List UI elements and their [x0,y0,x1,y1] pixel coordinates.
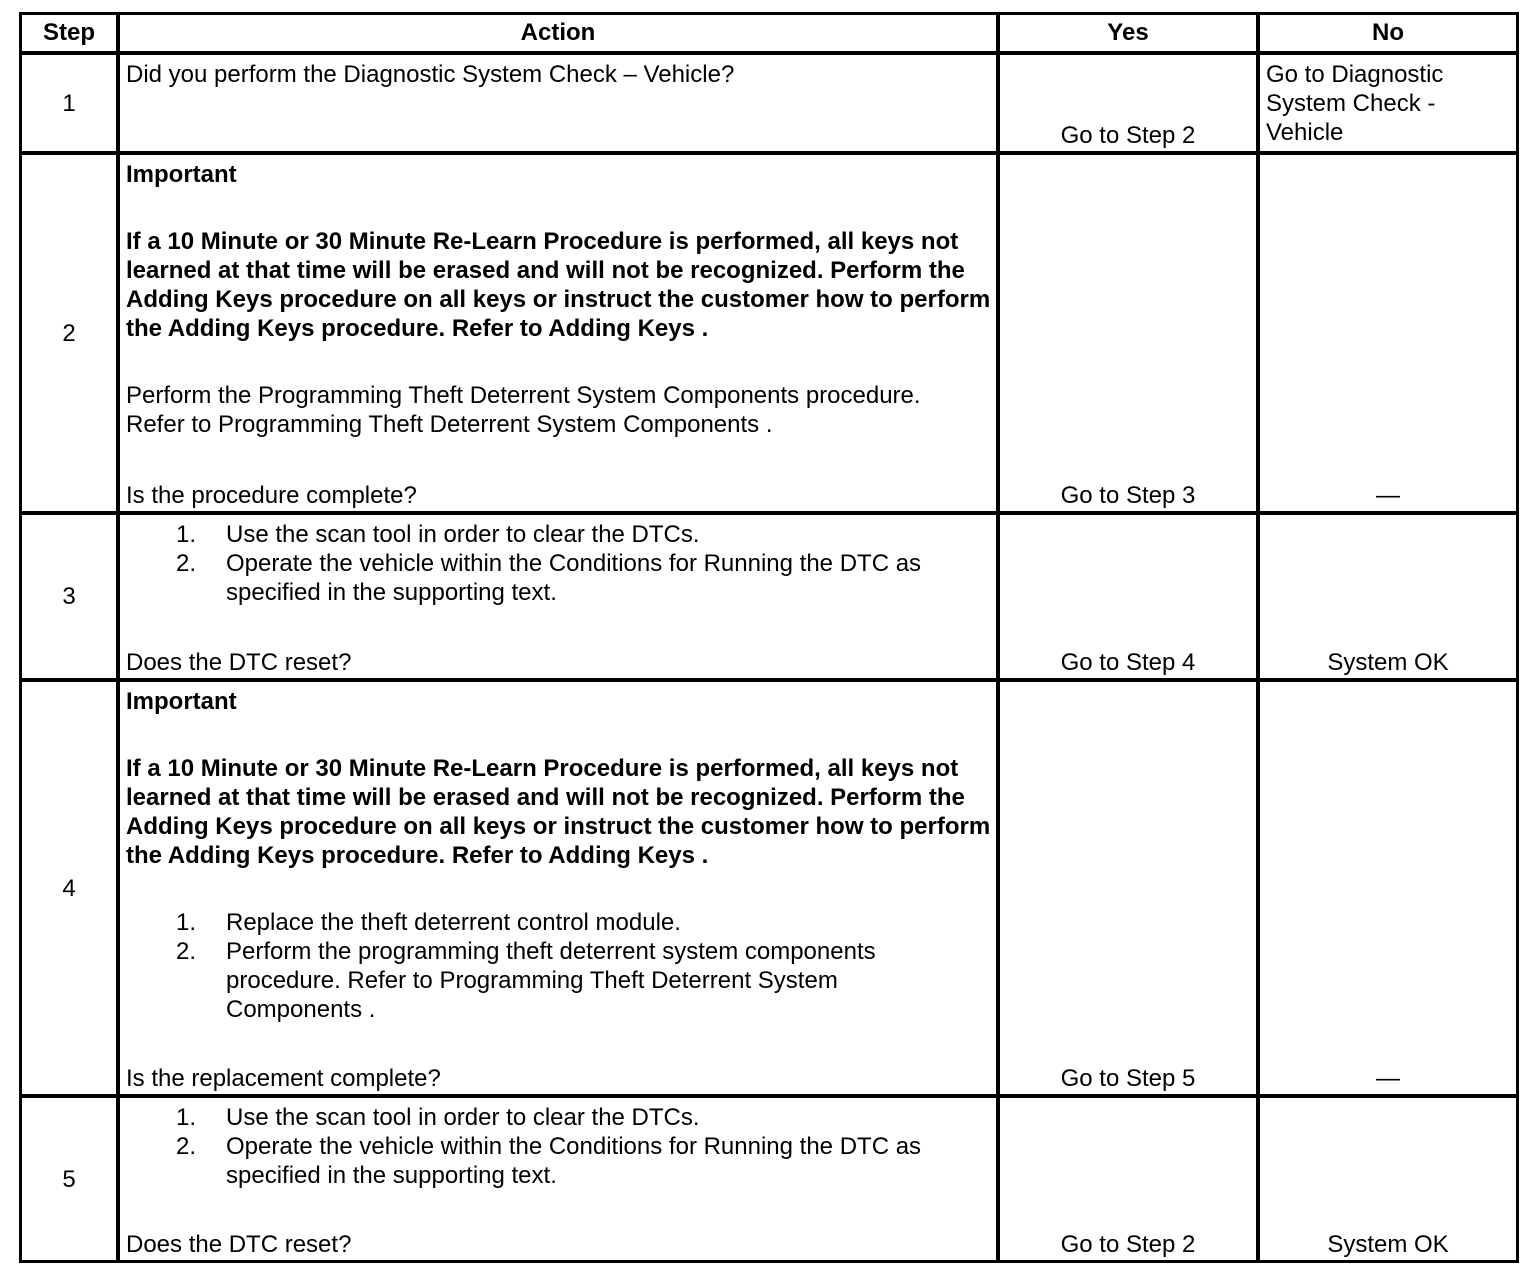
header-action: Action [120,15,996,51]
step-4-list [126,908,992,1024]
step-2-important-text: If a 10 Minute or 30 Minute Re-Learn Procedure is performed, all keys not learned at that time will be erased and will not be recognized. Perform the Adding Keys procedure on all keys or instruct the customer how to perform the Adding Keys procedure. Refer to Adding Keys . [126,228,991,342]
step-4-yes [1000,682,1256,1094]
step-2-no [1260,155,1516,511]
list-item: 1. Use the scan tool in order to clear the DTCs. [176,521,700,548]
step-1-no [1260,55,1516,151]
step-2-text: Perform the Programming Theft Deterrent System Components procedure. Refer to Programming Theft Deterrent System Components . [126,382,921,438]
step-4-important-title: Important [126,688,237,715]
step-2-action [120,155,996,511]
step-5-yes-link[interactable]: Go to Step 2 [1060,1231,1196,1258]
list-item: 2. Perform the programming theft deterrent system components procedure. Refer to Programming Theft Deterrent System Components . [176,938,876,1023]
step-number-3: 3 [22,515,116,678]
step-number-4: 4 [22,682,116,1094]
header-no: No [1260,15,1516,51]
step-4-action [120,682,996,1094]
list-item: 2. Operate the vehicle within the Conditions for Running the DTC as specified in the supporting text. [176,550,922,606]
step-1-yes-link[interactable]: Go to Step 2 [1060,122,1196,149]
step-1-action [120,55,996,151]
step-number-5: 5 [22,1098,116,1260]
step-5-no-result: System OK [1327,1231,1449,1258]
step-5-action [120,1098,996,1260]
header-yes: Yes [1000,15,1256,51]
step-1-question: Did you perform the Diagnostic System Check – Vehicle? [126,61,735,88]
step-4-yes-link[interactable]: Go to Step 5 [1060,1065,1196,1092]
step-number-2: 2 [22,155,116,511]
step-3-yes [1000,515,1256,678]
step-1-no-link[interactable]: Go to Diagnostic System Check - Vehicle [1266,61,1444,146]
step-3-question: Does the DTC reset? [126,649,352,676]
step-4-question: Is the replacement complete? [126,1065,441,1092]
step-number-1: 1 [22,55,116,151]
step-5-yes [1000,1098,1256,1260]
step-4-no-dash: — [1376,1065,1400,1092]
diagnostic-table [19,12,1519,1263]
step-4-important-text: If a 10 Minute or 30 Minute Re-Learn Procedure is performed, all keys not learned at that time will be erased and will not be recognized. Perform the Adding Keys procedure on all keys or instruct the customer how to perform the Adding Keys procedure. Refer to Adding Keys . [126,755,991,869]
step-5-list [126,1103,992,1190]
step-1-yes [1000,55,1256,151]
step-3-no [1260,515,1516,678]
step-3-yes-link[interactable]: Go to Step 4 [1060,649,1196,676]
step-5-no [1260,1098,1516,1260]
step-3-no-result: System OK [1327,649,1449,676]
step-2-question: Is the procedure complete? [126,482,417,509]
list-item: 2. Operate the vehicle within the Conditions for Running the DTC as specified in the supporting text. [176,1133,922,1189]
step-3-list [126,520,992,607]
step-2-yes [1000,155,1256,511]
list-item: 1. Use the scan tool in order to clear the DTCs. [176,1104,700,1131]
header-step: Step [22,15,116,51]
step-2-no-dash: — [1376,482,1400,509]
step-2-yes-link[interactable]: Go to Step 3 [1060,482,1196,509]
step-5-question: Does the DTC reset? [126,1231,352,1258]
step-4-no [1260,682,1516,1094]
step-3-action [120,515,996,678]
step-2-important-title: Important [126,161,237,188]
list-item: 1. Replace the theft deterrent control module. [176,909,681,936]
